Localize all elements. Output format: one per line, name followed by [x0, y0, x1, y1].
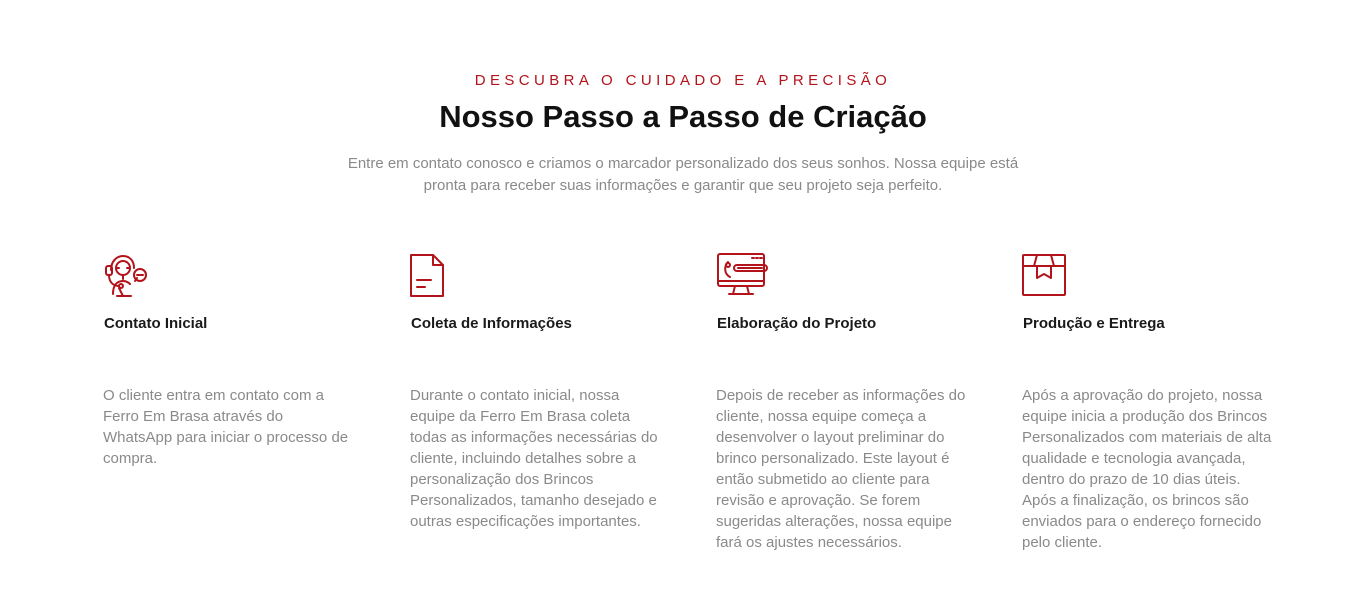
step-title: Coleta de Informações [411, 315, 572, 332]
support-agent-icon [103, 252, 149, 298]
step-contato-inicial [103, 252, 353, 467]
step-description: O cliente entra em contato com a Ferro Em Brasa através do WhatsApp para iniciar o processo de compra. [103, 387, 349, 467]
step-elaboracao-projeto [716, 252, 966, 551]
step-title: Produção e Entrega [1023, 315, 1165, 332]
section-eyebrow: DESCUBRA O CUIDADO E A PRECISÃO [474, 72, 892, 89]
intro-line-2: pronta para receber suas informações e garantir que seu projeto seja perfeito. [423, 177, 943, 194]
step-producao-entrega [1022, 252, 1272, 551]
design-monitor-icon [716, 252, 770, 298]
step-description: Após a aprovação do projeto, nossa equipe inicia a produção dos Brincos Personalizados com materiais de alta qualidade e tecnologia avançada, dentro do prazo de 10 dias úteis. Após a finalização, os brincos são enviados para o endereço fornecido pelo cliente. [1022, 387, 1272, 551]
document-icon [410, 252, 456, 298]
step-description: Durante o contato inicial, nossa equipe da Ferro Em Brasa coleta todas as informações necessárias do cliente, incluindo detalhes sobre a personalização dos Brincos Personalizados, tamanho desejado e outras especificações importantes. [410, 387, 658, 530]
step-title: Contato Inicial [104, 315, 208, 332]
intro-line-1: Entre em contato conosco e criamos o marcador personalizado dos seus sonhos. Nossa equipe está [347, 155, 1019, 172]
step-coleta-informacoes [410, 252, 660, 530]
step-title: Elaboração do Projeto [717, 315, 877, 332]
package-box-icon [1022, 252, 1068, 298]
section-intro [333, 153, 1033, 197]
section-title: Nosso Passo a Passo de Criação [439, 99, 927, 134]
step-description: Depois de receber as informações do cliente, nossa equipe começa a desenvolver o layout preliminar do brinco personalizado. Este layout é então submetido ao cliente para revisão e aprovação. Se forem sugeridas alterações, nossa equipe fará os ajustes necessários. [716, 387, 966, 551]
